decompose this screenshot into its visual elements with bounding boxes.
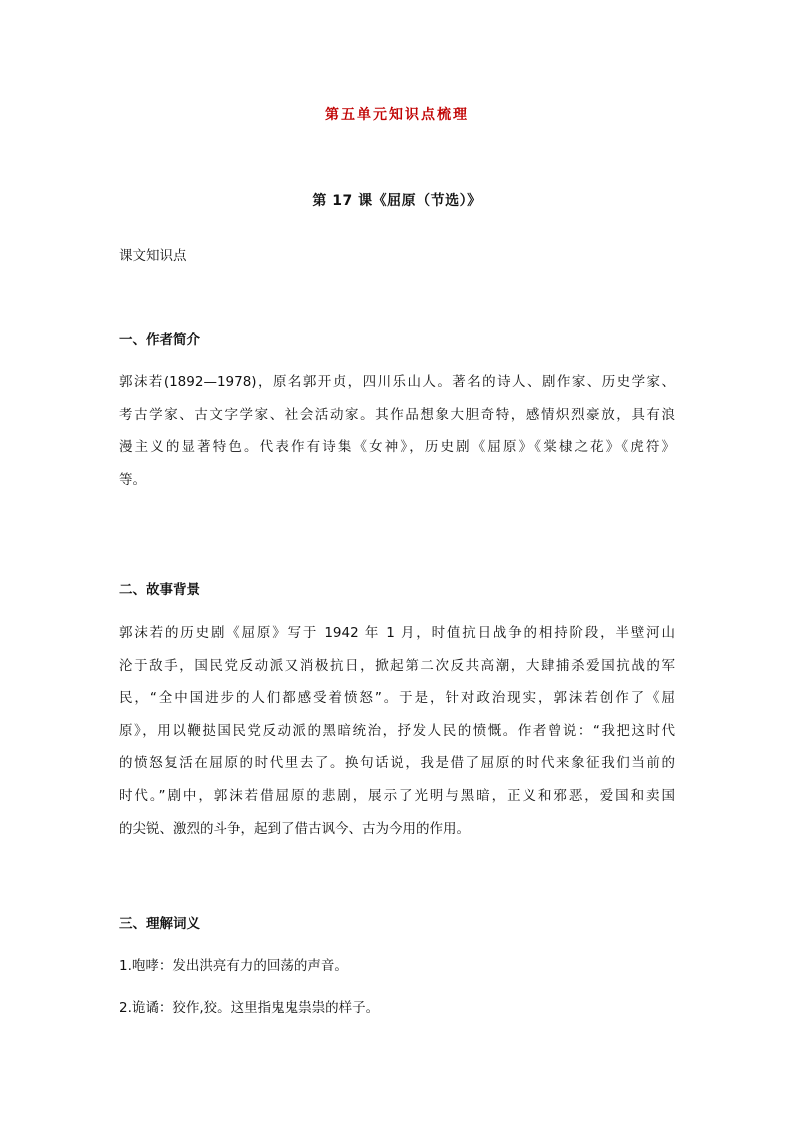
section-label: 课文知识点 <box>119 248 187 264</box>
definition-item: 2.诡谲：狡作,狡。这里指鬼鬼祟祟的样子。 <box>119 1000 380 1016</box>
paragraph-line: 沦于敌手，国民党反动派又消极抗日，掀起第二次反共高潮，大肆捕杀爱国抗战的军 <box>119 657 675 674</box>
paragraph-author <box>119 366 675 496</box>
definition-item: 1.咆哮：发出洪亮有力的回荡的声音。 <box>119 958 348 974</box>
paragraph-line: 郭沫若(1892—1978)，原名郭开贞，四川乐山人。著名的诗人、剧作家、历史学家、 <box>119 374 675 390</box>
paragraph-line: 时代。”剧中，郭沫若借屈原的悲剧，展示了光明与黑暗，正义和邪恶，爱国和卖国 <box>119 787 675 804</box>
paragraph-line: 等。 <box>119 471 146 488</box>
lesson-title: 第 17 课《屈原（节选）》 <box>312 193 482 209</box>
paragraph-background <box>119 617 675 845</box>
section-heading-background: 二、故事背景 <box>119 582 200 598</box>
section-heading-author: 一、作者简介 <box>119 332 200 348</box>
paragraph-line: 考古学家、古文字学家、社会活动家。其作品想象大胆奇特，感情炽烈豪放，具有浪 <box>119 406 675 423</box>
document-title: 第五单元知识点梳理 <box>325 107 469 123</box>
paragraph-line: 漫主义的显著特色。代表作有诗集《女神》，历史剧《屈原》《棠棣之花》《虎符》 <box>119 439 675 456</box>
paragraph-line: 原》，用以鞭挞国民党反动派的黑暗统治，抒发人民的愤慨。作者曾说：“我把这时代 <box>119 722 675 739</box>
paragraph-line: 民，“全中国进步的人们都感受着愤怒”。于是，针对政治现实，郭沫若创作了《屈 <box>119 690 675 707</box>
paragraph-line: 的愤怒复活在屈原的时代里去了。换句话说，我是借了屈原的时代来象征我们当前的 <box>119 755 675 772</box>
paragraph-line: 的尖锐、激烈的斗争，起到了借古讽今、古为今用的作用。 <box>119 820 470 837</box>
paragraph-line: 郭沫若的历史剧《屈原》写于 1942 年 1 月，时值抗日战争的相持阶段，半壁河山 <box>119 625 675 641</box>
section-heading-vocabulary: 三、理解词义 <box>119 916 200 932</box>
